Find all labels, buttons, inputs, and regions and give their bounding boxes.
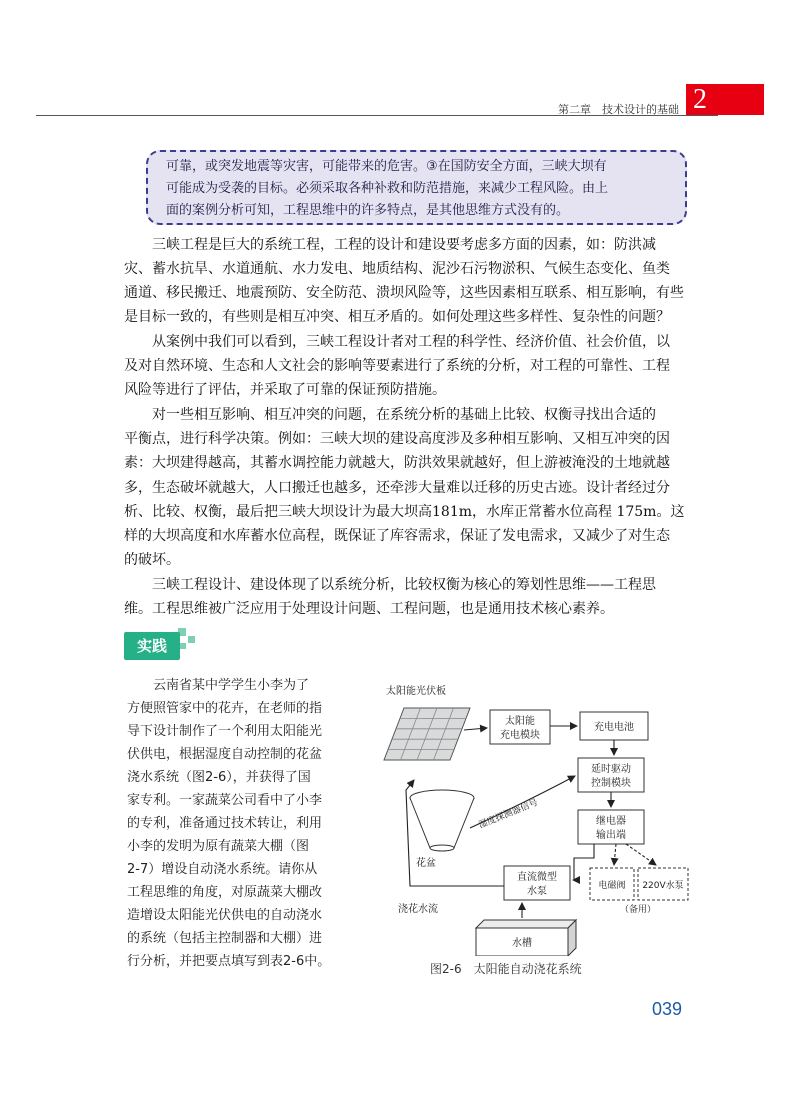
practice-line: 的系统（包括主控制器和大棚）进 (127, 931, 323, 946)
badge-decor-square (180, 643, 186, 649)
practice-line: 导下设计制作了一个利用太阳能光 (127, 724, 323, 739)
charge-module-label: 太阳能 (505, 716, 535, 727)
figure-caption: 图2-6 太阳能自动浇花系统 (430, 962, 582, 976)
body-line: 三峡工程设计、建设体现了以系统分析，比较权衡为核心的筹划性思维——工程思 (124, 577, 656, 593)
sensor-signal-label: 湿度探测器信号 (477, 797, 540, 831)
spare-label: （备用） (619, 905, 657, 915)
pump-label: 水泵 (527, 886, 547, 897)
body-line: 灾、蓄水抗旱、水道通航、水力发电、地质结构、泥沙石污物淤积、气候生态变化、鱼类 (124, 261, 670, 277)
valve-label: 电磁阀 (598, 881, 626, 891)
practice-line: 2-7）增设自动浇水系统。请你从 (127, 862, 318, 877)
solar-panel-icon (384, 708, 470, 760)
flower-pot-icon (410, 790, 474, 851)
body-line: 三峡工程是巨大的系统工程，工程的设计和建设要考虑多方面的因素，如：防洪减 (124, 237, 656, 253)
solar-panel-label: 太阳能光伏板 (386, 686, 446, 697)
body-line: 从案例中我们可以看到，三峡工程设计者对工程的科学性、经济价值、社会价值，以 (124, 334, 670, 350)
battery-label: 充电电池 (594, 722, 634, 733)
body-line: 风险等进行了评估，并采取了可靠的保证预防措施。 (124, 382, 446, 398)
badge-decor-square (188, 636, 195, 643)
practice-line: 行分析，并把要点填写到表2-6中。 (127, 954, 331, 969)
delay-module-label: 延时驱动 (591, 764, 631, 775)
chapter-title: 第二章 技术设计的基础 (558, 103, 679, 116)
body-line: 多，生态破坏就越大，人口搬迁也越多，还牵涉大量难以迁移的历史古迹。设计者经过分 (124, 480, 670, 496)
relay-label: 继电器 (596, 816, 626, 827)
tank-label: 水槽 (512, 938, 532, 949)
pot-label: 花盆 (416, 858, 436, 869)
box-line: 可靠，或突发地震等灾害，可能带来的危害。③在国防安全方面，三峡大坝有 (166, 159, 607, 174)
delay-module-label: 控制模块 (591, 778, 631, 789)
practice-line: 方便照管家中的花卉，在老师的指 (127, 701, 323, 716)
body-line: 通道、移民搬迁、地震预防、安全防范、溃坝风险等，这些因素相互联系、相互影响，有些 (124, 285, 684, 301)
body-line: 析、比较、权衡，最后把三峡大坝设计为最大坝高181m，水库正常蓄水位高程 175m。这 (124, 504, 685, 520)
practice-line: 造增设太阳能光伏供电的自动浇水 (127, 908, 323, 923)
ac-pump-label: 220V水泵 (642, 881, 684, 891)
relay-label: 输出端 (596, 830, 626, 841)
body-line: 的破坏。 (124, 552, 180, 568)
case-summary-box (146, 150, 687, 225)
charge-module-label: 充电模块 (500, 730, 540, 741)
box-line: 可能成为受袭的目标。必须采取各种补救和防范措施，来减少工程风险。由上 (166, 181, 609, 196)
water-flow-label: 浇花水流 (398, 904, 438, 915)
practice-line: 伏供电，根据湿度自动控制的花盆 (127, 747, 323, 762)
body-line: 维。工程思维被广泛应用于处理设计问题、工程问题，也是通用技术核心素养。 (124, 601, 614, 617)
body-line: 及对自然环境、生态和人文社会的影响等要素进行了系统的分析，对工程的可靠性、工程 (124, 358, 670, 374)
practice-line: 浇水系统（图2-6），并获得了国 (127, 770, 311, 785)
practice-line: 的专利，准备通过技术转让，利用 (127, 816, 323, 831)
body-line: 平衡点，进行科学决策。例如：三峡大坝的建设高度涉及多种相互影响、又相互冲突的因 (124, 431, 670, 447)
box-line: 面的案例分析可知，工程思维中的许多特点，是其他思维方式没有的。 (166, 203, 570, 218)
practice-line: 小李的发明为原有蔬菜大棚（图 (127, 839, 310, 854)
page-number: 039 (652, 999, 683, 1019)
practice-line: 工程思维的角度，对原蔬菜大棚改 (127, 885, 323, 900)
practice-badge: 实践 (124, 632, 180, 660)
body-line: 样的大坝高度和水库蓄水位高程，既保证了库容需求，保证了发电需求，又减少了对生态 (124, 528, 670, 544)
body-line: 是目标一致的，有些则是相互冲突、相互矛盾的。如何处理这些多样性、复杂性的问题？ (124, 309, 670, 325)
practice-line: 云南省某中学学生小李为了 (127, 678, 310, 693)
solar-watering-diagram (380, 680, 690, 956)
pump-label: 直流微型 (517, 872, 557, 883)
practice-line: 家专利。一家蔬菜公司看中了小李 (127, 793, 323, 808)
body-line: 素：大坝建得越高，其蓄水调控能力就越大，防洪效果就越好，但上游被淹没的土地就越 (124, 455, 670, 471)
chapter-number: 2 (693, 84, 707, 115)
body-line: 对一些相互影响、相互冲突的问题，在系统分析的基础上比较、权衡寻找出合适的 (124, 407, 656, 423)
